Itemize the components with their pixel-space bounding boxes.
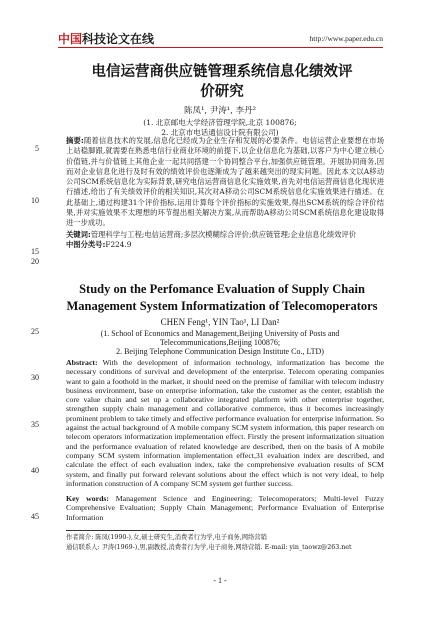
paper-title-cn-line2: 价研究 (200, 84, 244, 100)
logo-mark: 中国 (58, 32, 83, 46)
clc-cn-text: F224.9 (105, 239, 132, 249)
line-number: 5 (35, 144, 39, 153)
authors-en: CHEN Feng¹, YIN Tao¹, LI Dan² (160, 317, 280, 327)
line-number: 45 (31, 512, 39, 521)
keywords-en-label: Key words: (66, 494, 110, 503)
abstract-cn-paragraph (66, 136, 384, 229)
abstract-en-label: Abstract: (66, 358, 98, 367)
affiliation-cn-2: 2. 北京市电话通信设计院有限公司) (161, 128, 279, 137)
paper-title-cn (70, 62, 374, 102)
abstract-cn-label: 摘要: (66, 136, 84, 145)
keywords-cn-text: 管理科学与工程;电信运营商;多层次模糊综合评价;供应链管理;企业信息化绩效评价 (90, 229, 357, 239)
abstract-cn-text: 随着信息技术的发展,信息化已经成为企业生存和发展的必要条件。电信运营企业要想在市场上站稳脚跟,就需要在熟悉电信行业商业环境的前提下,以企业信息化为基础,以客户为中心建立核心价值链,并与价值链上其他企业一起共同搭建一个协同整合平台,加强供应链管理。开展协同商务,因而对企业信息化进行及时有效的绩效评价也逐渐成为了越来越突出的现实问题。因此本文以A移动公司SCM系统信息化为实际背景,研究电信运营商信息化实施效果,首先对电信运营商信息化现状进行描述,给出了有关绩效评价的相关知识,其次对A移动公司SCM系统信息化实施效果进行描述。在此基础上,通过构建31个评价指标,运用计算每个评价指标的实施效果,得出SCM系统的综合评价结果,并对实施效果不太理想的环节提出相关解决方案,从而帮助A移动公司SCM系统信息化建设取得进一步成功。 (66, 136, 384, 228)
line-number: 20 (31, 257, 39, 266)
footnote-author-bio: 作者简介: 陈凤(1990-),女,硕士研究生,消费者行为学,电子商务,网络营销 (66, 534, 267, 541)
paper-title-cn-line1: 电信运营商供应链管理系统信息化绩效评 (91, 64, 353, 80)
abstract-en-text: With the development of information technology, informatization has become the necessary conditions of survival and development of the enterprise. Telecom operating companies want to gain a foothold in the market, it should need on the premise of familiar with telecom industry business environment, base on enterprise information, take the customer as the center, establish the core value chain and set up a collaborative integrated platform with other enterprise together, strengthen supply chain management and collaborative commerce, thus it becomes increasingly prominent problem to take timely and effective performance evaluation for enterprise information. So against the actual background of A mobile company SCM system information, this paper research on telecom operators informatization implementation effect. Firstly the present informatization situation and the performance evaluation of related knowledge are described, then on the basis of A mobile company SCM system information implementation effect,31 evaluation index are described, and calculate the effect of each evaluation index, take the comprehensive evaluation results of SCM system, and finally put forward relevant solutions about the effect which is not very ideal, to help information construction of A company SCM system get further success. (66, 358, 384, 488)
affiliation-cn-1: (1. 北京邮电大学经济管理学院,北京 100876; (143, 118, 297, 127)
abstract-cn (66, 136, 384, 250)
line-number: 10 (31, 196, 39, 205)
keywords-cn-label: 关键词: (66, 229, 91, 239)
clc-cn (66, 240, 384, 250)
watermark: 中国科技论文在线 (152, 161, 221, 205)
paper-title-en-line1: Study on the Perfomance Evaluation of Supply Chain (79, 282, 365, 296)
paper-title-en-line2: Management System Informatization of Telecomoperators (66, 299, 378, 313)
keywords-en (66, 494, 384, 522)
keywords-cn (66, 230, 384, 240)
site-logo[interactable] (58, 30, 154, 47)
paper-title-en (62, 281, 382, 315)
line-number: 30 (31, 373, 39, 382)
line-number: 25 (31, 327, 39, 336)
authors-cn: 陈凤¹, 尹涛¹, 李丹² (183, 106, 257, 116)
affiliation-en-3: 2. Beijing Telephone Communication Design Institute Co., LTD) (116, 347, 324, 356)
watermark: 中国科技论文在线 (292, 406, 361, 450)
footnote-contact: 通信联系人: 尹涛(1969-),男,副教授,消费者行为学,电子商务,网络营销. E-mail: yin_taowz@263.net (66, 544, 352, 551)
footnote-rule (66, 530, 194, 531)
line-number: 35 (31, 420, 39, 429)
clc-cn-label: 中图分类号: (66, 239, 106, 249)
line-number: 15 (31, 247, 39, 256)
abstract-en (66, 358, 384, 488)
affiliation-en-2: Telecommunications,Beijing 100876; (159, 338, 281, 347)
line-number: 40 (31, 466, 39, 475)
page-number: - 1 - (213, 576, 227, 585)
header-rule (58, 47, 383, 48)
affiliation-en-1: (1. School of Economics and Management,Beijing University of Posts and (100, 329, 340, 338)
keywords-en-text: Management Science and Engineering; Telecomoperators; Multi-level Fuzzy Comprehensive Evaluation; Supply Chain Management; Performance Evaluation of Enterprise Information (66, 494, 384, 522)
site-url[interactable]: http://www.paper.edu.cn (309, 34, 383, 43)
logo-text: 科技论文在线 (82, 32, 155, 46)
